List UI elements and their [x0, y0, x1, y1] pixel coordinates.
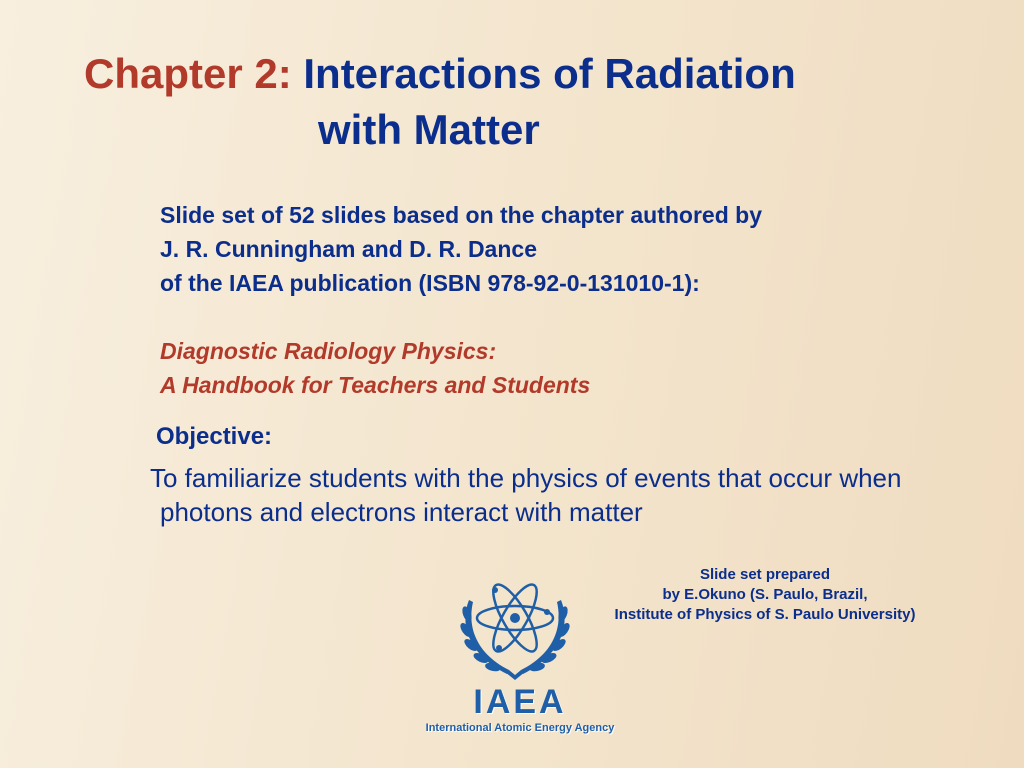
- iaea-acronym: IAEA: [473, 683, 567, 721]
- subtitle-line2: J. R. Cunningham and D. R. Dance: [160, 236, 537, 262]
- prepared-line1: Slide set prepared: [699, 566, 831, 583]
- subtitle-line3: of the IAEA publication (ISBN 978-92-0-131010-1):: [160, 270, 700, 296]
- prepared-line3: Institute of Physics of S. Paulo University): [614, 606, 916, 623]
- title-prefix: Chapter 2:: [84, 50, 292, 97]
- title-main: Interactions of Radiation: [303, 50, 796, 97]
- subtitle-line1: Slide set of 52 slides based on the chapter authored by: [160, 202, 762, 228]
- slide-subtitle: [160, 198, 762, 300]
- prepared-by: [600, 565, 930, 625]
- objective-text: [150, 461, 1000, 529]
- prepared-line2: by E.Okuno (S. Paulo, Brazil,: [662, 586, 868, 603]
- iaea-full-name: International Atomic Energy Agency: [425, 722, 615, 734]
- book-title: [160, 334, 590, 402]
- iaea-atom-laurel-icon: [455, 570, 575, 685]
- book-title-line2: A Handbook for Teachers and Students: [160, 372, 591, 398]
- slide-title: [84, 46, 796, 158]
- objective-line2: photons and electrons interact with matter: [160, 497, 643, 527]
- title-line2: with Matter: [318, 106, 540, 153]
- book-title-line1: Diagnostic Radiology Physics:: [160, 338, 497, 364]
- objective-line1: To familiarize students with the physics of events that occur when: [150, 463, 902, 493]
- objective-label: Objective:: [156, 423, 273, 450]
